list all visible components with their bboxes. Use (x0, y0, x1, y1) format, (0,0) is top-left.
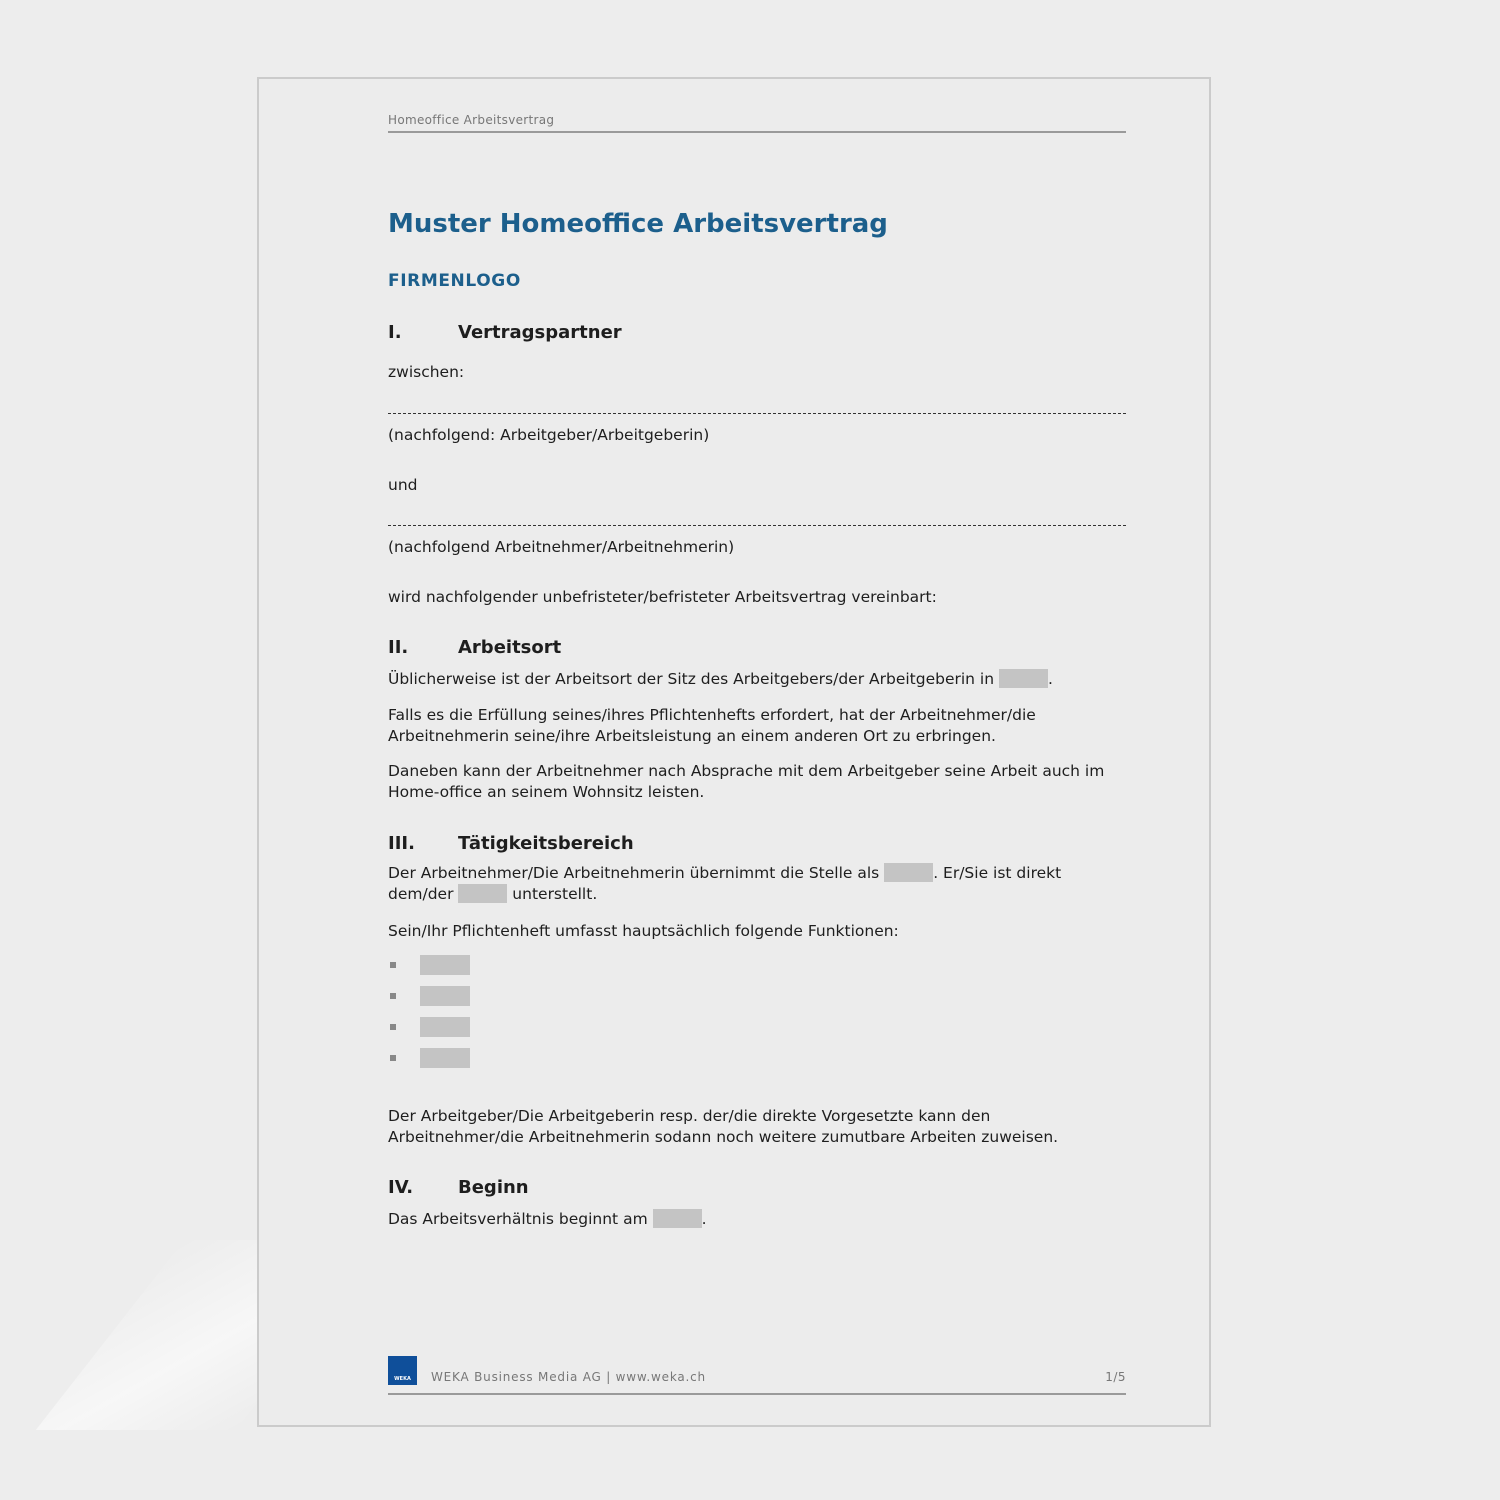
bullet-icon (390, 1024, 396, 1030)
section-number: III. (388, 833, 415, 854)
other-location-paragraph: Falls es die Erfüllung seines/ihres Pflichtenhefts erfordert, hat der Arbeitnehmer/die Arbeitnehmerin seine/ihre Arbeitsleistung an einem anderen Ort zu erbringen. (388, 706, 1036, 745)
list-item (388, 986, 588, 1017)
bullet-icon (390, 993, 396, 999)
bullet-icon (390, 1055, 396, 1061)
employee-note: (nachfolgend Arbeitnehmer/Arbeitnehmerin) (388, 538, 735, 556)
supervisor-field[interactable] (458, 884, 507, 903)
list-item (388, 1017, 588, 1048)
additional-tasks-paragraph: Der Arbeitgeber/Die Arbeitgeberin resp. der/die direkte Vorgesetzte kann den Arbeitnehmer/die Arbeitnehmerin sodann noch weitere zumutbare Arbeiten zuweisen. (388, 1107, 1059, 1146)
duty-field[interactable] (420, 955, 470, 975)
duty-field[interactable] (420, 1048, 470, 1068)
workplace-paragraph (388, 669, 1126, 690)
period: . (1047, 670, 1053, 688)
footer-rule (388, 1393, 1126, 1395)
header-rule (388, 131, 1126, 133)
document-page (257, 77, 1211, 1427)
position-field[interactable] (884, 863, 933, 882)
agreement-statement: wird nachfolgender unbefristeter/befristeter Arbeitsvertrag vereinbart: (388, 588, 937, 606)
company-logo-placeholder: FIRMENLOGO (388, 271, 521, 291)
list-item (388, 955, 588, 986)
workplace-location-field[interactable] (999, 669, 1048, 688)
section-number: I. (388, 322, 402, 343)
weka-logo: WEKA (388, 1356, 417, 1385)
start-date-field[interactable] (653, 1209, 702, 1228)
employee-fill-line[interactable] (388, 525, 1126, 526)
duties-list (388, 955, 588, 1079)
section-title: Beginn (458, 1177, 529, 1198)
document-title: Muster Homeoffice Arbeitsvertrag (388, 209, 888, 239)
duty-field[interactable] (420, 1017, 470, 1037)
period: . (701, 1210, 707, 1228)
section-title: Tätigkeitsbereich (458, 833, 634, 854)
section-title: Vertragspartner (458, 322, 622, 343)
page-content (388, 79, 1126, 1425)
section-title: Arbeitsort (458, 637, 562, 658)
and-label: und (388, 476, 418, 494)
section-heading-4 (388, 1177, 529, 1198)
section-heading-2 (388, 637, 561, 658)
section-heading-1 (388, 322, 622, 343)
section-number: IV. (388, 1177, 414, 1198)
page-number: 1/5 (1105, 1370, 1126, 1384)
bullet-icon (390, 962, 396, 968)
homeoffice-paragraph: Daneben kann der Arbeitnehmer nach Absprache mit dem Arbeitgeber seine Arbeit auch im Home-office an seinem Wohnsitz leisten. (388, 762, 1105, 801)
workplace-text: Üblicherweise ist der Arbeitsort der Sitz des Arbeitgebers/der Arbeitgeberin in (388, 670, 999, 688)
running-header: Homeoffice Arbeitsvertrag (388, 113, 555, 127)
list-item (388, 1048, 588, 1079)
start-text: Das Arbeitsverhältnis beginnt am (388, 1210, 653, 1228)
position-paragraph (388, 863, 1126, 905)
employer-note: (nachfolgend: Arbeitgeber/Arbeitgeberin) (388, 426, 710, 444)
footer-text: WEKA Business Media AG | www.weka.ch (431, 1370, 706, 1384)
supervisor-text: . Er/Sie ist direkt dem/der (388, 864, 1062, 903)
section-heading-3 (388, 833, 634, 854)
section-number: II. (388, 637, 409, 658)
subordinate-text: unterstellt. (507, 885, 598, 903)
position-text: Der Arbeitnehmer/Die Arbeitnehmerin übernimmt die Stelle als (388, 864, 885, 882)
start-date-paragraph (388, 1209, 1126, 1230)
duties-intro: Sein/Ihr Pflichtenheft umfasst hauptsächlich folgende Funktionen: (388, 922, 899, 940)
duty-field[interactable] (420, 986, 470, 1006)
employer-fill-line[interactable] (388, 413, 1126, 414)
between-label: zwischen: (388, 363, 465, 381)
